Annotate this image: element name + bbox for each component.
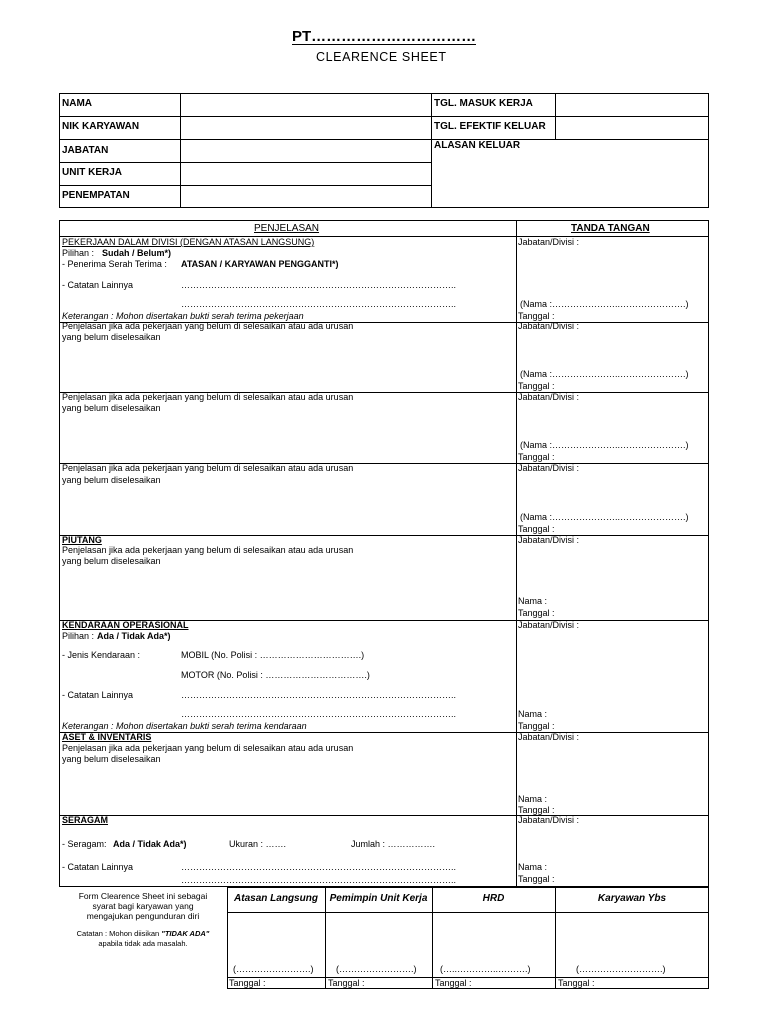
seragam-label: - Seragam:	[62, 839, 107, 849]
sig-header-karyawan: Karyawan Ybs	[597, 893, 667, 904]
jabatan-divisi-4: Jabatan/Divisi :	[518, 463, 580, 473]
tanggal-5: Tanggal :	[518, 608, 555, 618]
ukuran-field[interactable]: Ukuran : …….	[229, 839, 287, 849]
sig-header-atasan: Atasan Langsung	[234, 893, 318, 904]
field-unit-kerja[interactable]	[181, 163, 430, 185]
col-header-tanda-tangan: TANDA TANGAN	[571, 223, 650, 234]
keterangan-pekerjaan: Keterangan : Mohon disertakan bukti serah terima pekerjaan	[62, 311, 304, 321]
field-nama[interactable]	[181, 94, 430, 116]
footer-note-line-1: Form Clearence Sheet ini sebagai	[78, 891, 208, 901]
sig-header-pemimpin: Pemimpin Unit Kerja	[329, 893, 428, 904]
penjelasan-3-l1: Penjelasan jika ada pekerjaan yang belum di selesaikan atau ada urusan	[62, 392, 354, 402]
section-pekerjaan-title: PEKERJAAN DALAM DIVISI (DENGAN ATASAN LANGSUNG)	[62, 237, 315, 247]
sig-tanggal-karyawan: Tanggal :	[558, 978, 595, 988]
jabatan-divisi-1: Jabatan/Divisi :	[518, 237, 580, 247]
penjelasan-2-l2: yang belum diselesaikan	[62, 332, 161, 342]
company-name: PT……………………………	[292, 28, 477, 45]
jabatan-divisi-8: Jabatan/Divisi :	[518, 815, 580, 825]
field-tgl-masuk[interactable]	[556, 94, 708, 116]
seragam-catatan-label: - Catatan Lainnya	[62, 862, 134, 872]
nama-5[interactable]: Nama :	[518, 596, 548, 606]
tanggal-6: Tanggal :	[518, 721, 555, 731]
kendaraan-catatan-line-2[interactable]: ………………………………………………………………………………..	[181, 709, 457, 719]
tanggal-4: Tanggal :	[518, 524, 555, 534]
field-tgl-efektif[interactable]	[556, 117, 708, 139]
nama-8[interactable]: Nama :	[518, 862, 548, 872]
footer-catatan-line-2: apabila tidak ada masalah.	[98, 939, 188, 948]
sig-name-karyawan[interactable]: (……………………….)	[576, 964, 666, 974]
jabatan-divisi-5: Jabatan/Divisi :	[518, 535, 580, 545]
sig-header-hrd: HRD	[482, 893, 505, 904]
label-jabatan: JABATAN	[62, 145, 109, 156]
kendaraan-catatan-label: - Catatan Lainnya	[62, 690, 134, 700]
label-nama: NAMA	[62, 98, 92, 109]
penjelasan-piutang-l2: yang belum diselesaikan	[62, 556, 161, 566]
label-tgl-efektif: TGL. EFEKTIF KELUAR	[434, 121, 546, 132]
tanggal-3: Tanggal :	[518, 452, 555, 462]
kendaraan-catatan-line-1[interactable]: ………………………………………………………………………………..	[181, 690, 457, 700]
jumlah-field[interactable]: Jumlah : …………….	[351, 839, 436, 849]
field-alasan-keluar[interactable]	[432, 152, 708, 207]
catatan-label: - Catatan Lainnya	[62, 280, 134, 290]
footer-catatan-prefix: Catatan : Mohon diisikan	[76, 929, 162, 938]
penjelasan-4-l2: yang belum diselesaikan	[62, 475, 161, 485]
sig-name-pemimpin[interactable]: (…………………….)	[336, 964, 417, 974]
section-seragam-title: SERAGAM	[62, 815, 109, 825]
nama-1[interactable]: (Nama :…………………..………………….)	[520, 299, 689, 309]
page-title: CLEARENCE SHEET	[316, 50, 447, 64]
nama-4[interactable]: (Nama :…………………..………………….)	[520, 512, 689, 522]
label-penempatan: PENEMPATAN	[62, 190, 130, 201]
sig-tanggal-hrd: Tanggal :	[435, 978, 472, 988]
pilihan-value[interactable]: Sudah / Belum*)	[102, 248, 172, 258]
section-kendaraan-title: KENDARAAN OPERASIONAL	[62, 620, 189, 630]
footer-catatan-emphasis: "TIDAK ADA"	[161, 929, 210, 938]
nama-6[interactable]: Nama :	[518, 709, 548, 719]
keterangan-kendaraan: Keterangan : Mohon disertakan bukti serah terima kendaraan	[62, 721, 307, 731]
jabatan-divisi-2: Jabatan/Divisi :	[518, 321, 580, 331]
seragam-value[interactable]: Ada / Tidak Ada*)	[113, 839, 187, 849]
section-aset-title: ASET & INVENTARIS	[62, 732, 152, 742]
field-nik[interactable]	[181, 117, 430, 139]
nama-3[interactable]: (Nama :…………………..………………….)	[520, 440, 689, 450]
sig-name-atasan[interactable]: (…………………….)	[233, 964, 314, 974]
sig-name-hrd[interactable]: (…..…………..……….)	[440, 964, 531, 974]
jabatan-divisi-3: Jabatan/Divisi :	[518, 392, 580, 402]
label-alasan-keluar: ALASAN KELUAR	[434, 140, 521, 151]
section-piutang-title: PIUTANG	[62, 535, 102, 545]
sig-tanggal-atasan: Tanggal :	[229, 978, 266, 988]
field-penempatan[interactable]	[181, 186, 430, 207]
label-nik: NIK KARYAWAN	[62, 121, 140, 132]
catatan-line-2[interactable]: ………………………………………………………………………………..	[181, 299, 457, 309]
penjelasan-aset-l2: yang belum diselesaikan	[62, 754, 161, 764]
seragam-catatan-line-2[interactable]: ………………………………………………………………………………..	[181, 875, 457, 885]
sig-tanggal-pemimpin: Tanggal :	[328, 978, 365, 988]
nama-2[interactable]: (Nama :…………………..………………….)	[520, 369, 689, 379]
label-tgl-masuk: TGL. MASUK KERJA	[434, 98, 533, 109]
pilihan-label: Pilihan :	[62, 248, 95, 258]
tanggal-8: Tanggal :	[518, 874, 555, 884]
nama-7[interactable]: Nama :	[518, 794, 548, 804]
tanggal-7: Tanggal :	[518, 805, 555, 815]
jabatan-divisi-7: Jabatan/Divisi :	[518, 732, 580, 742]
tanggal-1: Tanggal :	[518, 311, 555, 321]
kendaraan-pilihan-value[interactable]: Ada / Tidak Ada*)	[97, 631, 171, 641]
field-jabatan[interactable]	[181, 140, 430, 162]
penerima-label: - Penerima Serah Terima :	[62, 259, 167, 269]
footer-note-line-3: mengajukan pengunduran diri	[86, 911, 200, 921]
footer-note-line-2: syarat bagi karyawan yang	[92, 901, 194, 911]
seragam-catatan-line-1[interactable]: ………………………………………………………………………………..	[181, 862, 457, 872]
penjelasan-4-l1: Penjelasan jika ada pekerjaan yang belum di selesaikan atau ada urusan	[62, 463, 354, 473]
col-header-penjelasan: PENJELASAN	[254, 223, 320, 234]
kendaraan-pilihan-label: Pilihan :	[62, 631, 95, 641]
mobil-option[interactable]: MOBIL (No. Polisi : …………………………….)	[181, 650, 365, 660]
penjelasan-piutang-l1: Penjelasan jika ada pekerjaan yang belum di selesaikan atau ada urusan	[62, 545, 354, 555]
penjelasan-aset-l1: Penjelasan jika ada pekerjaan yang belum di selesaikan atau ada urusan	[62, 743, 354, 753]
label-unit-kerja: UNIT KERJA	[62, 167, 123, 178]
catatan-line-1[interactable]: ………………………………………………………………………………..	[181, 280, 457, 290]
jenis-kendaraan-label: - Jenis Kendaraan :	[62, 650, 141, 660]
jabatan-divisi-6: Jabatan/Divisi :	[518, 620, 580, 630]
penjelasan-3-l2: yang belum diselesaikan	[62, 403, 161, 413]
company-underline	[292, 44, 476, 45]
tanggal-2: Tanggal :	[518, 381, 555, 391]
penerima-value[interactable]: ATASAN / KARYAWAN PENGGANTI*)	[181, 259, 339, 269]
motor-option[interactable]: MOTOR (No. Polisi : …………………………….)	[181, 670, 370, 680]
penjelasan-2-l1: Penjelasan jika ada pekerjaan yang belum di selesaikan atau ada urusan	[62, 321, 354, 331]
